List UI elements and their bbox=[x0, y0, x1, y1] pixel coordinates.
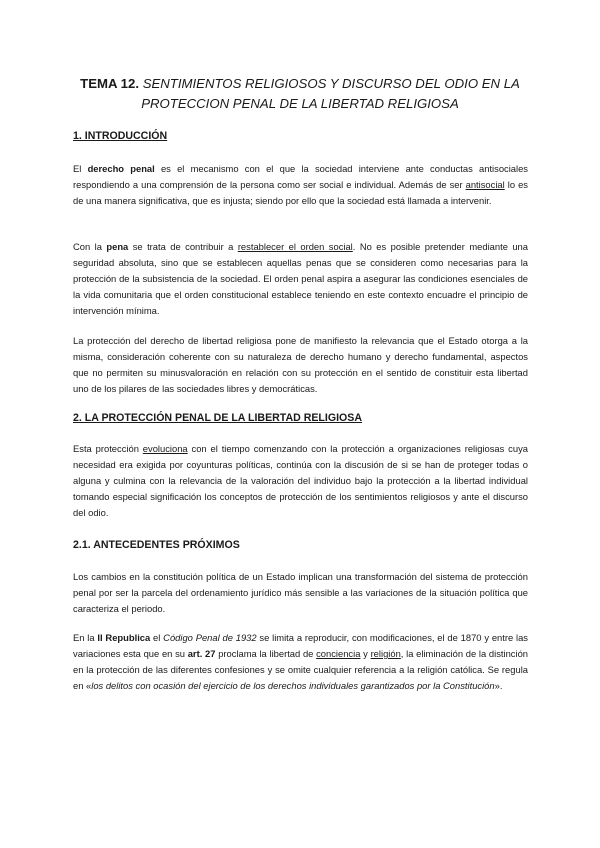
section-2-paragraph-1: Esta protección evoluciona con el tiempo comenzando con la protección a organizaciones religiosas cuya necesidad era exigida por coyunturas políticas, continúa con la discusión de si se han de proteger todas o alguna y culmina con la relevancia de la valoración del individuo bajo la protección a la libertad individual tomando especial significación los conceptos de protección de los sentimientos religiosos y ante el discurso del odio. bbox=[73, 443, 528, 519]
section-2-1-paragraph-1: Los cambios en la constitución política de un Estado implican una transformación del sistema de protección penal por ser la parcela del ordenamiento jurídico más sensible a las variaciones de la situación política que caracteriza el periodo. bbox=[73, 571, 528, 615]
section-2-heading: 2. LA PROTECCIÓN PENAL DE LA LIBERTAD RELIGIOSA bbox=[73, 412, 362, 424]
document-title bbox=[70, 74, 530, 114]
title-text: SENTIMIENTOS RELIGIOSOS Y DISCURSO DEL ODIO EN LA PROTECCION PENAL DE LA LIBERTAD RELIGIOSA bbox=[141, 76, 520, 111]
section-1-heading: 1. INTRODUCCIÓN bbox=[73, 130, 168, 142]
section-1-paragraph-3: La protección del derecho de libertad religiosa pone de manifiesto la relevancia que el Estado otorga a la misma, consideración coherente con su naturaleza de derecho humano y derecho fundamental, aspectos que no permiten su minusvaloración en relación con su protección en el sentido de constituir esta libertad uno de los pilares de las sociedades libres y democráticas. bbox=[73, 335, 528, 395]
section-1-paragraph-2: Con la pena se trata de contribuir a restablecer el orden social. No es posible pretender mediante una seguridad absoluta, sino que se establecen aquellas penas que se consideren como necesarias para la protección de la subsistencia de la sociedad. El orden penal aspira a asegurar las condiciones esenciales de la vida comunitaria que el orden constitucional establece teniendo en este contexto encuadre el principio de intervención mínima. bbox=[73, 241, 528, 317]
section-2-1-paragraph-2: En la II Republica el Código Penal de 1932 se limita a reproducir, con modificaciones, el de 1870 y entre las variaciones esta que en su art. 27 proclama la libertad de conciencia y religión, la eliminación de la distinción en la protección de las diferentes confesiones y se omite cualquier referencia a la religión católica. Se regula en «los delitos con ocasión del ejercicio de los derechos individuales garantizados por la Constitución». bbox=[73, 632, 529, 692]
section-1-paragraph-1: El derecho penal es el mecanismo con el que la sociedad interviene ante conductas antisociales respondiendo a una comprensión de la persona como ser social e individual. Además de ser antisocial lo es de una manera significativa, que es injusta; siendo por ello que la sociedad está llamada a intervenir. bbox=[73, 163, 528, 207]
section-2-1-heading: 2.1. ANTECEDENTES PRÓXIMOS bbox=[73, 539, 240, 551]
title-prefix: TEMA 12. bbox=[80, 76, 140, 91]
